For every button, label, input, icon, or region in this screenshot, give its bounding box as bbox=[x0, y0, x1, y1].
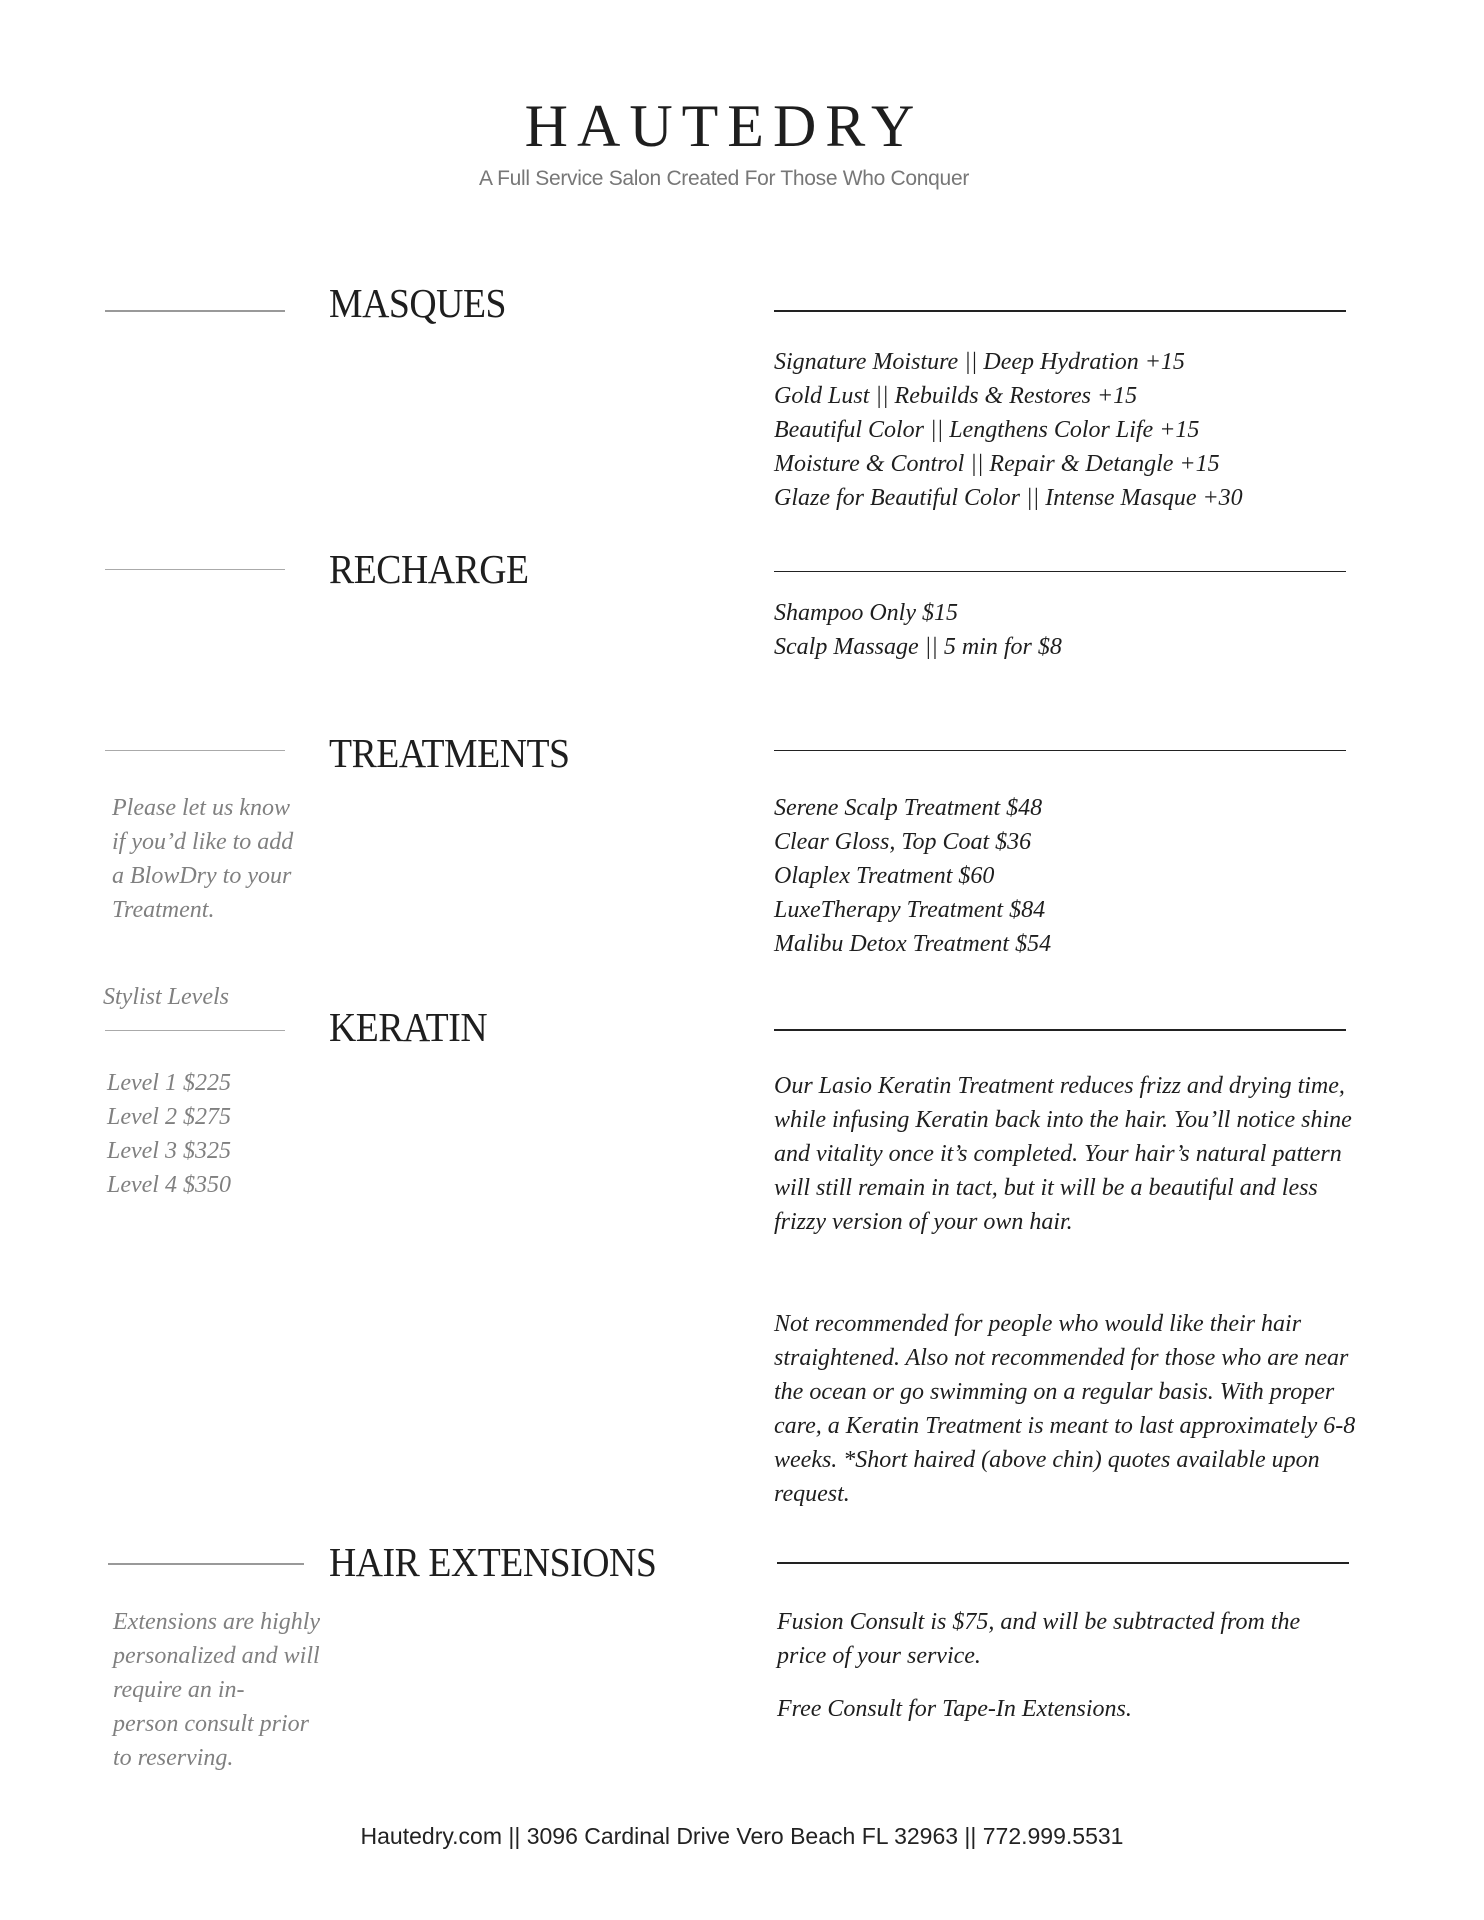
note-line: person consult prior bbox=[113, 1711, 310, 1737]
list-item: Gold Lust || Rebuilds & Restores +15 bbox=[774, 383, 1138, 409]
stylist-levels-list bbox=[107, 1066, 231, 1202]
list-item: Serene Scalp Treatment $48 bbox=[774, 795, 1043, 821]
brand-title: HAUTEDRY bbox=[524, 93, 924, 159]
treatments-list bbox=[774, 791, 1051, 961]
tagline: A Full Service Salon Created For Those Who Conquer bbox=[478, 167, 970, 190]
section-heading-masques: MASQUES bbox=[329, 280, 507, 326]
note-line: personalized and will bbox=[113, 1643, 320, 1669]
divider bbox=[105, 569, 285, 570]
divider bbox=[774, 310, 1346, 312]
list-item: Olaplex Treatment $60 bbox=[774, 863, 995, 889]
list-item: Shampoo Only $15 bbox=[774, 600, 958, 626]
note-line: if you’d like to add bbox=[112, 829, 294, 855]
list-item: Beautiful Color || Lengthens Color Life +15 bbox=[774, 417, 1200, 443]
divider bbox=[774, 750, 1346, 751]
note-line: Treatment. bbox=[112, 897, 215, 923]
keratin-description: Our Lasio Keratin Treatment reduces frizz and drying time, while infusing Keratin back into the hair. You’ll notice shine and vitality once it’s completed. Your hair’s natural pattern will still remain in tact, but it will be a beautiful and less frizzy version of your own hair. bbox=[774, 1073, 1352, 1235]
divider bbox=[774, 1029, 1346, 1031]
note-line: Extensions are highly bbox=[113, 1609, 321, 1635]
keratin-notice: Not recommended for people who would like their hair straightened. Also not recommended for those who are near the ocean or go swimming on a regular basis. With proper care, a Keratin Treatment is meant to last approximately 6-8 weeks. *Short haired (above chin) quotes available upon request. bbox=[774, 1311, 1356, 1507]
stylist-levels-label: Stylist Levels bbox=[103, 984, 229, 1010]
divider bbox=[777, 1562, 1349, 1564]
recharge-list bbox=[774, 596, 1062, 664]
note-line: Please let us know bbox=[112, 795, 290, 821]
divider bbox=[105, 750, 285, 751]
section-heading-recharge: RECHARGE bbox=[329, 546, 529, 592]
masques-list bbox=[774, 345, 1243, 515]
divider bbox=[108, 1563, 304, 1565]
list-item: Malibu Detox Treatment $54 bbox=[774, 931, 1052, 957]
section-heading-treatments: TREATMENTS bbox=[329, 730, 570, 776]
tape-in-consult-text: Free Consult for Tape-In Extensions. bbox=[777, 1696, 1132, 1722]
divider bbox=[774, 571, 1346, 572]
list-item: Clear Gloss, Top Coat $36 bbox=[774, 829, 1032, 855]
note-line: a BlowDry to your bbox=[112, 863, 292, 889]
list-item: Scalp Massage || 5 min for $8 bbox=[774, 634, 1062, 660]
treatments-note bbox=[112, 791, 293, 927]
divider bbox=[105, 310, 285, 312]
note-line: to reserving. bbox=[113, 1745, 234, 1771]
list-item: LuxeTherapy Treatment $84 bbox=[774, 897, 1046, 923]
section-heading-hair-extensions: HAIR EXTENSIONS bbox=[329, 1539, 657, 1585]
level-item: Level 4 $350 bbox=[107, 1172, 231, 1198]
section-heading-keratin: KERATIN bbox=[329, 1004, 488, 1050]
footer-contact: Hautedry.com || 3096 Cardinal Drive Vero Beach FL 32963 || 772.999.5531 bbox=[360, 1823, 1124, 1849]
level-item: Level 3 $325 bbox=[107, 1138, 231, 1164]
level-item: Level 2 $275 bbox=[107, 1104, 231, 1130]
fusion-consult-text: Fusion Consult is $75, and will be subtracted from the price of your service. bbox=[777, 1609, 1301, 1669]
divider bbox=[105, 1030, 285, 1031]
level-item: Level 1 $225 bbox=[107, 1070, 231, 1096]
list-item: Moisture & Control || Repair & Detangle +15 bbox=[774, 451, 1220, 477]
list-item: Signature Moisture || Deep Hydration +15 bbox=[774, 349, 1185, 375]
list-item: Glaze for Beautiful Color || Intense Masque +30 bbox=[774, 485, 1243, 511]
extensions-note bbox=[113, 1605, 320, 1775]
note-line: require an in- bbox=[113, 1677, 245, 1703]
